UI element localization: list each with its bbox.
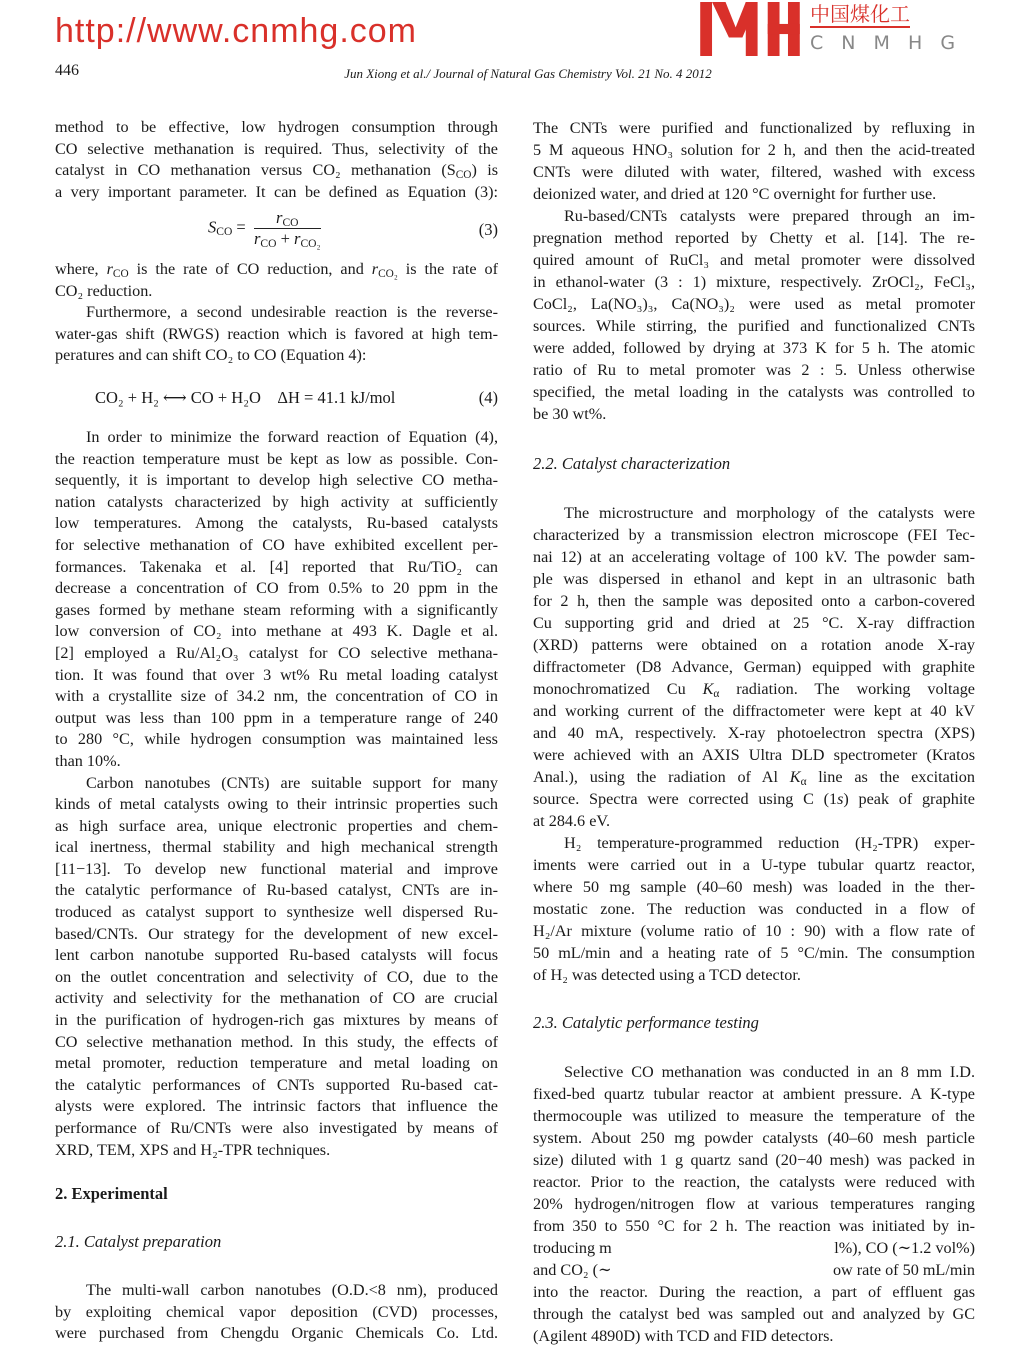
eq3-fraction [254, 208, 321, 249]
text-line: [2] employed a Ru/Al₂O₃ catalyst for CO selective methana- [55, 643, 498, 662]
text-line: deionized water, and dried at 120 °C overnight for further use. [533, 185, 937, 203]
paragraph [55, 117, 498, 203]
text-line: on the outlet concentration and selectivity of CO, due to the [55, 967, 498, 986]
text-line: reactor. Prior to the reaction, the catalysts were reduced with [533, 1173, 975, 1191]
text-line: low conversion of CO₂ into methane at 493 K. Dagle et al. [55, 622, 498, 641]
eq3-number: (3) [478, 220, 498, 239]
text-line: as high surface area, unique electronic properties and chem- [55, 816, 498, 835]
text-line: ratio of Ru to metal promoter was 2 : 5. Unless otherwise [533, 361, 975, 379]
eq3-den-r2: r [294, 229, 301, 248]
text-line: from 350 to 550 °C for 2 h. The reaction was initiated by in- [533, 1217, 975, 1235]
mh-logo-icon [700, 2, 800, 56]
text-line: for selective methanation of CO have exhibited excellent per- [55, 535, 498, 554]
text-line: [11−13]. To develop new functional material and improve [55, 859, 498, 878]
eq3-num-sub: CO [282, 216, 299, 229]
text-line: than 10%. [55, 751, 121, 770]
text-line: ple was dispersed in ethanol and kept in an ultrasonic bath [533, 570, 975, 588]
text-line: quired amount of RuCl₃ and metal promoter were dissolved [533, 251, 975, 269]
text-line: lent carbon nanotube supported Ru-based catalysts will focus [55, 946, 498, 965]
text-line: where, $r_{CO}$ is the rate of CO reduction, and $r_{CO_2}$ is the rate of [55, 260, 498, 280]
text-line: metal promoter, reduction temperature and metal loading on [55, 1054, 498, 1073]
text-line: Furthermore, a second undesirable reaction is the reverse- [86, 303, 498, 321]
eq4-number: (4) [478, 388, 498, 407]
text-line: pregnation method reported by Chetty et al. [14]. The re- [533, 229, 975, 247]
paragraph [55, 1280, 498, 1345]
text-line: 50 mL/min and a heating rate of 5 °C/min. The consumption [533, 944, 975, 962]
text-line: low temperatures. Among the catalysts, Ru-based catalysts [55, 514, 498, 533]
paragraph [533, 502, 975, 986]
text-line: iments were carried out in a U-type tubular quartz reactor, [533, 856, 975, 874]
text-line: (Agilent 4890D) with TCD and FID detectors. [533, 1327, 834, 1345]
subsection-heading-catalytic-testing: 2.3. Catalytic performance testing [533, 1013, 759, 1032]
text-line: (XRD) patterns were obtained on a rotation anode X-ray [533, 636, 975, 654]
text-line: specified, the metal loading in the catalysts was controlled to [533, 383, 975, 401]
text-line: into the reactor. During the reaction, a part of effluent gas [533, 1283, 975, 1301]
text-line: method to be effective, low hydrogen consumption through [55, 118, 498, 136]
watermark-url: http://www.cnmhg.com [55, 12, 418, 50]
text-line: through the catalyst bed was sampled out and analyzed by GC [533, 1305, 975, 1323]
text-line: were purchased from Chengdu Organic Chemicals Co. Ltd. [55, 1324, 498, 1343]
text-fragment: and CO₂ (∼ [533, 1261, 612, 1279]
text-line: based/CNTs. Our strategy for the development of new excel- [55, 924, 498, 943]
text-line: Selective CO methanation was conducted in an 8 mm I.D. [564, 1063, 975, 1081]
eq3-lhs-sub: CO [216, 226, 233, 239]
subsection-heading-catalyst-characterization: 2.2. Catalyst characterization [533, 454, 731, 473]
text-line: in the purification of hydrogen-rich gas mixtures by means of [55, 1011, 498, 1030]
text-line: troduced as catalyst support to synthesize well dispersed Ru- [55, 903, 498, 922]
text-line: sources. While stirring, the purified and functionalized CNTs [533, 317, 975, 335]
text-line: In order to minimize the forward reaction of Equation (4), [86, 428, 498, 446]
text-line: The multi-wall carbon nanotubes (O.D.<8 nm), produced [86, 1281, 498, 1299]
eq3-equals: = [232, 217, 250, 237]
text-line: with a crystallite size of 34.2 nm, the concentration of CO in [55, 687, 498, 706]
text-line: activity and selectivity for the methanation of CO are crucial [55, 989, 498, 1008]
text-line: the catalytic performances of CNTs supported Ru-based cat- [55, 1075, 498, 1094]
text-fragment: troducing m [533, 1239, 612, 1257]
text-line: decrease a concentration of CO from 0.5% to 20 ppm in the [55, 579, 498, 598]
text-line: Ru-based/CNTs catalysts were prepared through an im- [564, 207, 975, 225]
paragraph [533, 117, 975, 425]
paragraph [55, 302, 498, 367]
paragraph [55, 259, 498, 302]
text-line: nation catalysts characterized by high activity at sufficiently [55, 492, 498, 511]
cnmhg-logo [700, 2, 990, 56]
text-line: and working current of the diffractometer were kept at 40 kV [533, 702, 975, 720]
text-line: to 280 °C, while hydrogen consumption was maintained less [55, 730, 498, 749]
text-line: CO₂ reduction. [55, 281, 153, 300]
paragraph [55, 427, 498, 1161]
text-line: 5 M aqueous HNO₃ solution for 2 h, and then the acid-treated [533, 141, 975, 159]
text-line: sequently, it is important to develop high selective CO metha- [55, 471, 498, 490]
text-line: were achieved with an AXIS Ultra DLD spectrometer (Kratos [533, 746, 975, 764]
text-line: a very important parameter. It can be defined as Equation (3): [55, 182, 498, 201]
text-line: gases formed by methane steam reforming with a significantly [55, 600, 498, 619]
text-line: Carbon nanotubes (CNTs) are suitable support for many [86, 773, 498, 792]
logo-chinese-text: 中国煤化工 [810, 2, 910, 26]
text-line [533, 1237, 975, 1259]
eq3-den-r1: r [253, 229, 261, 248]
text-line: diffractometer (D8 Advance, German) equipped with graphite [533, 658, 975, 676]
text-line: performance of Ru/CNTs were also investigated by means of [55, 1119, 498, 1137]
subsection-heading-catalyst-preparation: 2.1. Catalyst preparation [55, 1232, 222, 1251]
text-line: peratures and can shift CO₂ to CO (Equation 4): [55, 346, 367, 365]
text-line: H₂/Ar mixture (volume ratio of 10 : 90) with a flow rate of [533, 922, 975, 940]
eq3-den-plus: + [276, 229, 295, 248]
text-line: were added, followed by drying at 373 K for 5 h. The atomic [533, 339, 975, 357]
text-line: XRD, TEM, XPS and H₂-TPR techniques. [55, 1140, 331, 1159]
text-line: The microstructure and morphology of the catalysts were [564, 504, 975, 522]
text-fragment: ow rate of 50 mL/min [832, 1261, 975, 1279]
eq3-den-sub2: CO₂ [300, 237, 321, 250]
page-number: 446 [55, 62, 79, 79]
text-line [533, 1259, 975, 1281]
text-line: nai 12) at an accelerating voltage of 100 kV. The powder sam- [533, 548, 975, 566]
eq3-den-sub1: CO [260, 237, 277, 250]
text-line: Anal.), using the radiation of Al $K_\alpha$ line as the excitation [533, 768, 975, 788]
text-line: the reaction temperature must be kept as low as possible. Con- [55, 449, 498, 468]
text-line: system. About 250 mg powder catalysts (40–60 mesh particle [533, 1129, 975, 1147]
text-fragment: l%), CO (∼1.2 vol%) [834, 1239, 975, 1257]
text-line: be 30 wt%. [533, 405, 607, 423]
text-line: 20% hydrogen/nitrogen flow at various temperatures ranging [533, 1195, 975, 1213]
text-line: and 40 mA, respectively. X-ray photoelectron spectra (XPS) [533, 724, 975, 742]
running-head: Jun Xiong et al./ Journal of Natural Gas Chemistry Vol. 21 No. 4 2012 [344, 66, 712, 81]
text-line: H₂ temperature-programmed reduction (H₂-TPR) exper- [564, 834, 975, 852]
text-line: the catalytic performance of Ru-based catalyst, CNTs are in- [55, 881, 498, 900]
text-line: characterized by a transmission electron microscope (FEI Tec- [533, 526, 975, 544]
text-line: water-gas shift (RWGS) reaction which is favored at high tem- [55, 324, 498, 343]
text-line: tion. It was found that over 3 wt% Ru metal loading catalyst [55, 665, 498, 684]
text-line: fixed-bed quartz tubular reactor at ambient pressure. A K-type [533, 1085, 975, 1103]
text-line: kinds of metal catalysts owing to their intrinsic properties such [55, 795, 498, 814]
text-line: CO selective methanation is required. Thus, selectivity of the [55, 139, 498, 158]
text-line: where 50 mg sample (40–60 mesh) was loaded in the ther- [533, 878, 975, 896]
text-line: in ethanol-water (3 : 1) mixture, respectively. ZrOCl₂, FeCl₃, [533, 273, 975, 291]
text-line: alysts were explored. The intrinsic factors that influence the [55, 1097, 498, 1116]
section-heading-experimental: 2. Experimental [55, 1184, 168, 1203]
text-line: of H₂ was detected using a TCD detector. [533, 966, 801, 984]
paragraph [533, 1061, 975, 1347]
text-line: formances. Takenaka et al. [4] reported that Ru/TiO₂ can [55, 557, 498, 576]
text-line: source. Spectra were corrected using C (1s) peak of graphite [533, 790, 975, 808]
text-line: ical inertness, thermal stability and high mechanical strength [55, 838, 498, 857]
text-line: by exploiting chemical vapor deposition (CVD) processes, [55, 1302, 498, 1321]
text-line: catalyst in CO methanation versus CO₂ methanation $(S_{CO})$ is [55, 161, 498, 182]
text-line: size) diluted with 1 g quartz sand (20−40 mesh) was packed in [533, 1151, 975, 1169]
text-line: at 284.6 eV. [533, 812, 611, 830]
text-line: monochromatized Cu $K_\alpha$ radiation. The working voltage [533, 680, 975, 700]
text-line: mostatic zone. The reduction was conducted in a flow of [533, 900, 975, 918]
text-line: The CNTs were purified and functionalized by refluxing in [533, 119, 975, 137]
eq3-lhs: S [208, 217, 217, 237]
eq4-text: CO₂ + H₂ ⟷ CO + H₂O ΔH = 41.1 kJ/mol [95, 388, 396, 407]
logo-english-text: C N M H G [810, 32, 962, 54]
text-line: Cu supporting grid and dried at 25 °C. X-ray diffraction [533, 614, 975, 632]
text-line: thermocouple was utilized to measure the temperature of the [533, 1107, 975, 1125]
text-line: output was less than 100 ppm in a temperature range of 240 [55, 708, 498, 727]
text-line: CoCl₂, La(NO₃)₃, Ca(NO₃)₂ were used as metal promoter [533, 295, 975, 313]
eq3-num-r: r [276, 208, 283, 227]
text-line: CNTs were diluted with water, filtered, washed with excess [533, 163, 975, 181]
text-line: CO selective methanation method. In this study, the effects of [55, 1032, 498, 1051]
text-line: for 2 h, then the sample was deposited onto a carbon-covered [533, 592, 975, 610]
